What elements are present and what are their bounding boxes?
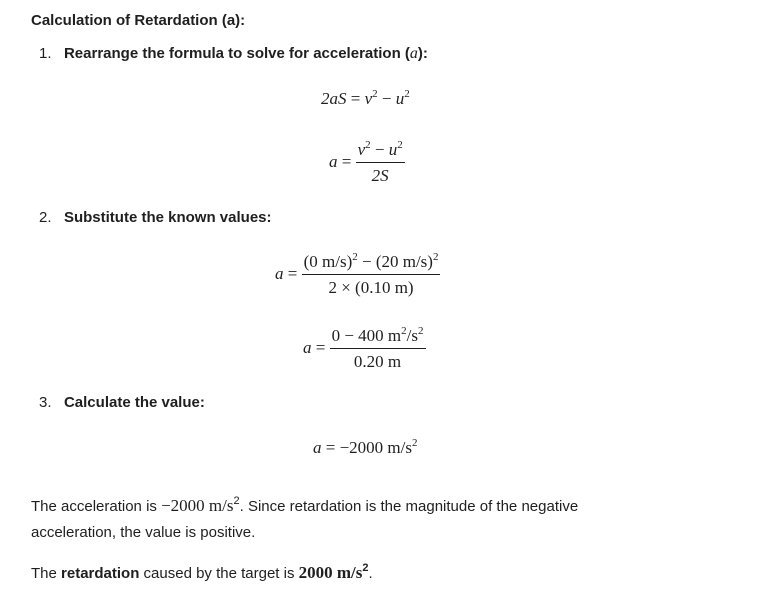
step-2 — [39, 209, 272, 227]
eq5-equals: = — [325, 438, 336, 457]
eq5-exp: 2 — [412, 437, 418, 449]
step-2-title: Substitute the known values: — [63, 209, 272, 226]
retardation-bold: retardation — [61, 565, 140, 582]
step-1-title-end: ): — [417, 45, 428, 62]
eq5-lhs: a — [313, 438, 322, 457]
eq3-numerator: (0 m/s)$^2$ − (20 m/s)$^2$ — [302, 252, 441, 275]
eq4-numerator: 0 − 400 $m^2/s^2$ — [330, 326, 426, 349]
step-1-title: Rearrange the formula to solve for acceleration ( — [63, 45, 410, 62]
step-1-title-var: a — [409, 45, 418, 62]
eq2-numerator: $v^2 - u^2$ — [356, 140, 405, 163]
eq5-rhs: −2000 m/s — [339, 438, 412, 457]
step-3-title: Calculate the value: — [63, 394, 205, 411]
eq3-lhs: a — [275, 263, 284, 283]
eq4-lhs: a — [303, 337, 312, 357]
equation-1 — [321, 89, 410, 109]
eq4-denominator: 0.20 m — [353, 352, 402, 371]
step-2-number: 2. — [39, 209, 52, 226]
eq1-u: u — [395, 89, 405, 108]
equation-5 — [313, 438, 418, 458]
step-3-number: 3. — [39, 394, 52, 411]
eq1-v: v — [364, 89, 373, 108]
step-1-number: 1. — [39, 45, 52, 62]
equation-4 — [303, 326, 426, 372]
eq2-denominator: 2S — [371, 166, 389, 185]
eq2-lhs: a — [329, 151, 338, 171]
eq3-denominator: 2 × (0.10 m) — [328, 278, 414, 297]
conclusion-math-1: −2000 m/s — [161, 496, 234, 515]
conclusion-paragraph-2: The retardation caused by the target is 2000 $m/s^2$. — [31, 562, 373, 582]
step-1 — [39, 45, 428, 63]
eq1-v-exp: 2 — [372, 88, 378, 100]
eq1-lhs: 2aS — [321, 89, 347, 108]
eq4-fraction — [330, 326, 426, 372]
section-heading: Calculation of Retardation (a): — [31, 12, 246, 29]
eq4-equals: = — [315, 337, 326, 357]
eq2-fraction — [356, 140, 405, 186]
step-3 — [39, 394, 205, 412]
conclusion-paragraph-1: The acceleration is −2000 $m/s^2$. Since retardation is the magnitude of the negative acceleration, the value is positive. — [31, 495, 579, 541]
conclusion-math-2: 2000 m/s — [298, 563, 363, 582]
eq1-u-exp: 2 — [404, 88, 410, 100]
eq2-equals: = — [341, 151, 352, 171]
equation-3 — [275, 252, 440, 298]
eq3-fraction — [302, 252, 441, 298]
eq1-equals: = — [350, 89, 361, 108]
equation-2 — [329, 140, 405, 186]
eq3-equals: = — [287, 263, 298, 283]
eq1-minus: − — [381, 89, 392, 108]
